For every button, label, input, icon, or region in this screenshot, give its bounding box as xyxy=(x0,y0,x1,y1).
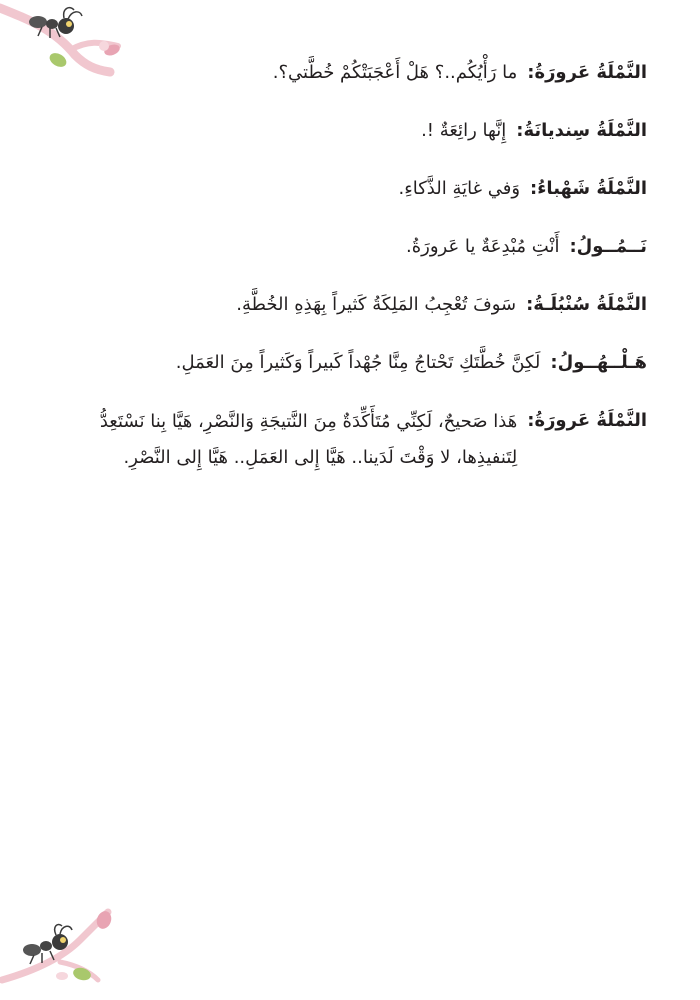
dialogue-block xyxy=(47,56,647,500)
speech-text: أَنْتِ مُبْدِعَةٌ يا عَرورَةُ. xyxy=(405,236,560,257)
speech-text-line-1: هَذا صَحيحٌ، لَكِنِّي مُتَأَكِّدَةٌ مِنَ النَّتيجَةِ وَالنَّصْرِ، هَيَّا بِنا نَسْتَعِدُّ xyxy=(99,411,518,432)
speaker-name: هَـلْــهُــولُ: xyxy=(550,352,647,373)
dialogue-line xyxy=(47,56,647,90)
speaker-name: النَّمْلَةُ عَرورَةُ: xyxy=(527,410,647,431)
speaker-name: النَّمْلَةُ شَهْباءُ: xyxy=(530,178,647,199)
speaker-name: النَّمْلَةُ سُنْبُلَـةُ: xyxy=(526,294,647,315)
dialogue-line xyxy=(47,114,647,148)
speech-text: وَفي غايَةِ الذَّكاءِ. xyxy=(398,178,521,199)
dialogue-line xyxy=(47,404,647,476)
speech-text: سَوفَ تُعْجِبُ المَلِكَةُ كَثيراً بِهَذِهِ الخُطَّةِ. xyxy=(236,294,517,315)
speech-text-line-2: لِتَنفيذِها، لا وَقْتَ لَدَينا.. هَيَّا إِلى العَمَلِ.. هَيَّا إِلى النَّصْرِ. xyxy=(123,447,518,468)
speech-text: لَكِنَّ خُطَّتَكِ تَحْتاجُ مِنَّا جُهْداً كَبيراً وَكَثيراً مِنَ العَمَلِ. xyxy=(175,352,541,373)
dialogue-line xyxy=(47,288,647,322)
speaker-name: النَّمْلَةُ سِنديانَةُ: xyxy=(516,120,647,141)
speech-text: ما رَأْيُكُم..؟ هَلْ أَعْجَبَتْكُمْ خُطَّتي؟. xyxy=(272,62,518,83)
dialogue-line xyxy=(47,346,647,380)
speaker-name: النَّمْلَةُ عَرورَةُ: xyxy=(527,62,647,83)
dialogue-line xyxy=(47,172,647,206)
dialogue-line xyxy=(47,230,647,264)
speaker-name: نَــمُــولُ: xyxy=(569,236,647,257)
speech-text xyxy=(47,404,517,476)
speech-text: إِنَّها رائِعَةٌ !. xyxy=(421,120,507,141)
ant-on-branch-icon xyxy=(0,900,120,990)
